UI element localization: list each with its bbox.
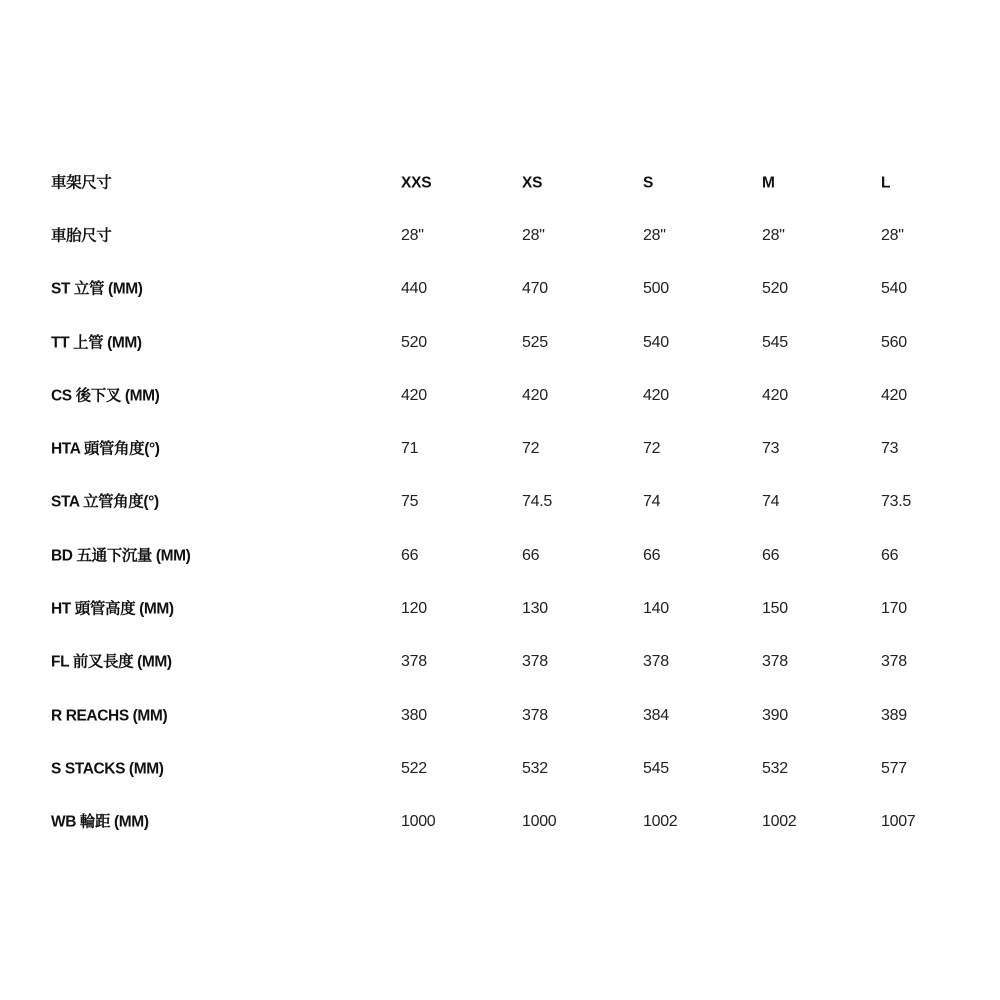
cell-m: 1002 xyxy=(762,813,797,831)
cell-xxs: 440 xyxy=(401,280,427,298)
cell-m: 28" xyxy=(762,226,785,244)
row-label: 車胎尺寸 xyxy=(51,227,112,245)
cell-m: 390 xyxy=(762,706,788,724)
row-label: CS 後下叉 (MM) xyxy=(51,387,160,405)
cell-xxs: 120 xyxy=(401,600,427,618)
header-size-m: M xyxy=(762,173,775,191)
cell-xs: 378 xyxy=(522,653,548,671)
cell-xs: 66 xyxy=(522,546,540,564)
cell-s: 545 xyxy=(643,759,669,777)
cell-xs: 470 xyxy=(522,280,548,298)
cell-xxs: 420 xyxy=(401,386,427,404)
header-size-xs: XS xyxy=(522,173,543,191)
cell-m: 150 xyxy=(762,600,788,618)
table-row-wheelbase xyxy=(0,796,1000,849)
table-row-top-tube xyxy=(0,316,1000,369)
cell-m: 74 xyxy=(762,493,780,511)
row-label: R REACHS (MM) xyxy=(51,706,168,724)
row-label: HTA 頭管角度(°) xyxy=(51,440,160,458)
row-label: WB 輪距 (MM) xyxy=(51,813,149,831)
cell-l: 1007 xyxy=(881,813,916,831)
cell-s: 140 xyxy=(643,600,669,618)
cell-xs: 130 xyxy=(522,600,548,618)
cell-xs: 378 xyxy=(522,706,548,724)
cell-xs: 420 xyxy=(522,386,548,404)
cell-l: 28" xyxy=(881,226,904,244)
cell-m: 66 xyxy=(762,546,780,564)
header-size-l: L xyxy=(881,173,891,191)
cell-l: 560 xyxy=(881,333,907,351)
cell-s: 420 xyxy=(643,386,669,404)
row-label: BD 五通下沉量 (MM) xyxy=(51,546,191,564)
cell-m: 73 xyxy=(762,440,780,458)
cell-xs: 74.5 xyxy=(522,493,552,511)
cell-s: 74 xyxy=(643,493,661,511)
cell-s: 378 xyxy=(643,653,669,671)
cell-s: 540 xyxy=(643,333,669,351)
table-row-bb-drop xyxy=(0,529,1000,582)
cell-s: 66 xyxy=(643,546,661,564)
table-header-row xyxy=(0,156,1000,209)
row-label: FL 前叉長度 (MM) xyxy=(51,653,172,671)
cell-s: 1002 xyxy=(643,813,678,831)
cell-m: 420 xyxy=(762,386,788,404)
cell-xs: 532 xyxy=(522,759,548,777)
header-size-s: S xyxy=(643,173,654,191)
cell-l: 66 xyxy=(881,546,899,564)
row-label: TT 上管 (MM) xyxy=(51,333,142,351)
cell-xs: 1000 xyxy=(522,813,557,831)
cell-xxs: 522 xyxy=(401,759,427,777)
cell-s: 384 xyxy=(643,706,669,724)
cell-xxs: 71 xyxy=(401,440,419,458)
cell-l: 73.5 xyxy=(881,493,911,511)
cell-xs: 28" xyxy=(522,226,545,244)
cell-xxs: 378 xyxy=(401,653,427,671)
cell-s: 72 xyxy=(643,440,661,458)
row-label: ST 立管 (MM) xyxy=(51,280,143,298)
cell-m: 532 xyxy=(762,759,788,777)
cell-xxs: 66 xyxy=(401,546,419,564)
table-row-stack xyxy=(0,742,1000,795)
cell-l: 170 xyxy=(881,600,907,618)
table-row-seat-tube-angle xyxy=(0,476,1000,529)
cell-xxs: 520 xyxy=(401,333,427,351)
cell-xxs: 28" xyxy=(401,226,424,244)
row-label: HT 頭管高度 (MM) xyxy=(51,600,174,618)
cell-xxs: 380 xyxy=(401,706,427,724)
row-label: S STACKS (MM) xyxy=(51,760,164,778)
table-row-tire-size xyxy=(0,209,1000,262)
cell-m: 545 xyxy=(762,333,788,351)
geometry-table xyxy=(0,156,1000,849)
table-row-reach xyxy=(0,689,1000,742)
table-row-chainstay xyxy=(0,369,1000,422)
cell-l: 378 xyxy=(881,653,907,671)
table-row-seat-tube xyxy=(0,263,1000,316)
header-size-xxs: XXS xyxy=(401,173,432,191)
cell-xs: 525 xyxy=(522,333,548,351)
cell-l: 420 xyxy=(881,386,907,404)
cell-s: 500 xyxy=(643,280,669,298)
row-label: STA 立管角度(°) xyxy=(51,493,159,511)
cell-m: 520 xyxy=(762,280,788,298)
cell-l: 577 xyxy=(881,759,907,777)
header-label-frame-size: 車架尺寸 xyxy=(51,173,112,191)
table-row-head-tube-angle xyxy=(0,422,1000,475)
cell-l: 540 xyxy=(881,280,907,298)
cell-xs: 72 xyxy=(522,440,540,458)
cell-l: 389 xyxy=(881,706,907,724)
cell-xxs: 1000 xyxy=(401,813,436,831)
cell-m: 378 xyxy=(762,653,788,671)
cell-xxs: 75 xyxy=(401,493,419,511)
table-row-fork-length xyxy=(0,636,1000,689)
cell-l: 73 xyxy=(881,440,899,458)
table-row-head-tube-height xyxy=(0,582,1000,635)
cell-s: 28" xyxy=(643,226,666,244)
